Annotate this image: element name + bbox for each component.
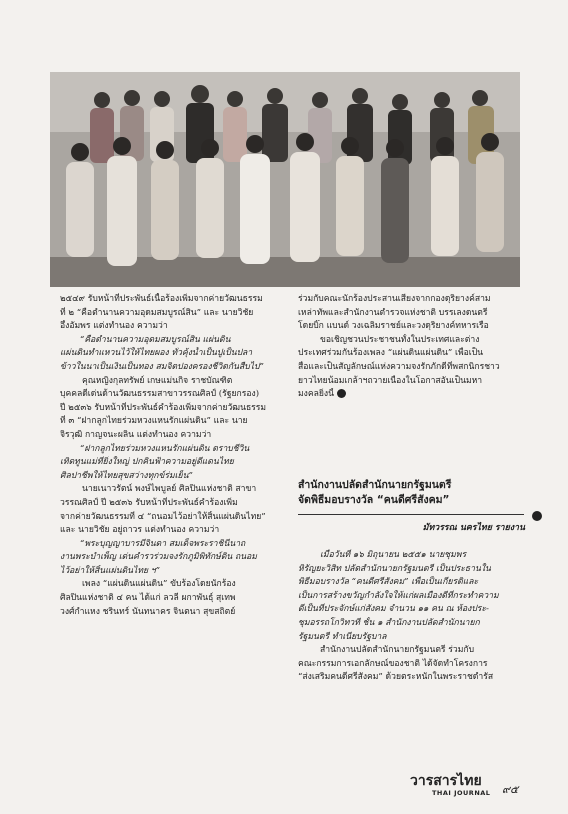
text-line: “ส่งเสริมคนดีศรีสังคม” ด้วยตระหนักในพระราชดำรัส [298,672,494,683]
text-line: เทิดทูนแม่ที่ยิ่งใหญ่ ปกคินฟ้าความอยู่ดีแดนไทย [60,457,234,468]
text-line: จิรวุฒิ กาญจนะผลิน แต่งทำนอง ความว่า [60,429,212,440]
text-line: ข้าวในนาเป็นเงินเป็นทอง สมจิตปองครองชีวิตกันสืบไป” [60,361,264,372]
text-line: “คือตำนานความอุดมสมบูรณ์สิน แผ่นดิน [80,334,231,345]
end-mark-icon [337,389,346,398]
text-line: คณะกรรมการเอกลักษณ์ของชาติ ได้จัดทำโครงการ [298,658,488,669]
text-line: ปี ๒๕๓๖ รับหน้าที่ประพันธ์คำร้องเพิ่มจากค่ายวัฒนธรรม [60,402,267,413]
text-line: ที่ ๓ “ฝากลูกไทยร่วมหวงแหนรักแผ่นดิน” และ นาย [60,416,248,427]
text-line: อึ้งอัมพร แต่งทำนอง ความว่า [60,321,168,332]
text-line: ๒๕๔๙ รับหน้าที่ประพันธ์เนื้อร้องเพิ่มจากค่ายวัฒนธรรม [60,294,263,304]
text-line: นายเนาวรัตน์ พงษ์ไพบูลย์ ศิลปินแห่งชาติ สาขา [82,484,257,495]
text-line: และ นายวิชัย อยู่ถาวร แต่งทำนอง ความว่า [60,525,220,536]
text-line: “พระบุญญาบารมีจินดา สมเด็จพระราชินีนาถ [80,538,246,549]
text-line: บุคคลดีเด่นด้านวัฒนธรรมสาขาวรรณศิลป์ (รัฐยกรอง) [60,389,260,400]
bullet-dot-icon [532,511,542,521]
text-line: โดยบิ๊ก แบนด์ วงเฉลิมราชย์และวงดุริยางค์ทหารเรือ [298,321,489,332]
text-line: ประเทศร่วมกันร้องเพลง “แผ่นดินแผ่นดิน” เพื่อเป็น [298,348,484,359]
page-number: ๙๕ [502,783,519,796]
text-line: ร่วมกับคณะนักร้องประสานเสียงจากกองดุริยางค์สาม [298,294,491,304]
journal-logo-subtitle: THAI JOURNAL [432,789,491,797]
heading-rule [298,514,524,515]
journal-logo [410,773,500,803]
text-line: งานพระบำเพ็ญ เด่นคำรวร่วมจงรักภูมิพิทักษ์ดิน ถนอม [60,552,257,563]
text-line: เหล่าทัพและสำนักงานตำรวจแห่งชาติ บรรเลงดนตรี [298,307,488,318]
text-line: สำนักงานปลัดสำนักนายกรัฐมนตรี ร่วมกับ [320,645,475,656]
journal-logo-text: วารสารไทย [410,773,482,789]
text-line: เป็นการสร้างขวัญกำลังใจให้แก่ผลเมืองดีที่กระทำความ [298,590,499,601]
text-line: วงศ์กำแหง ชรินทร์ นันทนาคร จินตนา สุขสถิตย์ [60,606,236,617]
text-line: แผ่นดินทำแหวนไว้ให้ไทยผอง ทั่วคุ้งน้ำเป็นปูเป็นปลา [60,348,253,359]
section-heading-line2: จัดพิธีมอบรางวัล “คนดีศรีสังคม” [298,494,450,506]
text-line: เพลง “แผ่นดินแผ่นดิน” ขับร้องโดยนักร้อง [82,579,236,590]
text-line: รัฐมนตรี ทำเนียบรัฐบาล [298,631,387,642]
text-line: พิธีมอบรางวัล “คนดีศรีสังคม” เพื่อเป็นเกียรติและ [298,577,479,588]
text-line: ชุมอรรถโกวิทวที ชั้น ๑ สำนักงานปลัดสำนักนายก [298,617,480,628]
byline: มัทวรรณ นครไทย รายงาน [422,523,525,533]
text-line: ศิลปาชีพให้ไทยสุขสว่างทุกข์ร่มเย็น” [60,470,193,481]
text-line: จากค่ายวัฒนธรรมที่ ๔ “ถนอมไว้อย่าให้สิ้นแผ่นดินไทย” [60,511,266,522]
right-text-column-bottom [298,549,521,685]
text-line: คุณหญิงกุลทรัพย์ เกษแม่นกิจ ราชบัณฑิต [82,375,233,386]
text-line: “ฝากลูกไทยร่วมหวงแหนรักแผ่นดิน ตราบชีวิน [80,443,250,454]
text-line: ดีเป็นที่ประจักษ์แก่สังคม จำนวน ๑๑ คน ณ ห้องประ- [298,604,489,615]
text-line: สื่อและเป็นสัญลักษณ์แห่งความจงรักภักดีที่พสกนิกรชาว [298,361,500,372]
text-line: ไว้อย่าให้สิ้นแผ่นดินไทย ฯ” [60,565,161,576]
left-text-column [60,293,285,619]
text-line: วรรณศิลป์ ปี ๒๕๓๖ รับหน้าที่ประพันธ์คำร้องเพิ่ม [60,497,238,508]
section-heading-line1: สำนักงานปลัดสำนักนายกรัฐมนตรี [298,479,452,491]
text-line: ขอเชิญชวนประชาชนทั้งในประเทศและต่าง [320,334,480,345]
text-line: ที่ ๒ “คือตำนานความอุดมสมบูรณ์สิน” และ นายวิชัย [60,307,254,318]
group-photo [50,72,520,287]
text-line: ศิลปินแห่งชาติ ๔ คน ได้แก่ ลวลี ผกาพันธุ์ สุเทพ [60,593,236,604]
group-photo-illustration [50,72,520,287]
text-line: ยาวไทยน้อมเกล้าฯถวายเนื่องในโอกาสอันเป็นมหา [298,375,483,386]
text-line: หิรัญยะวิสิท ปลัดสำนักนายกรัฐมนตรี เป็นประธานใน [298,563,491,574]
text-line: เมื่อวันที่ ๑๖ มิถุนายน ๒๕๕๑ นายชุมพร [320,550,467,560]
section-heading [298,478,523,508]
right-text-column-top [298,293,521,402]
text-line: มงคลยิ่งนี้ [298,388,521,402]
